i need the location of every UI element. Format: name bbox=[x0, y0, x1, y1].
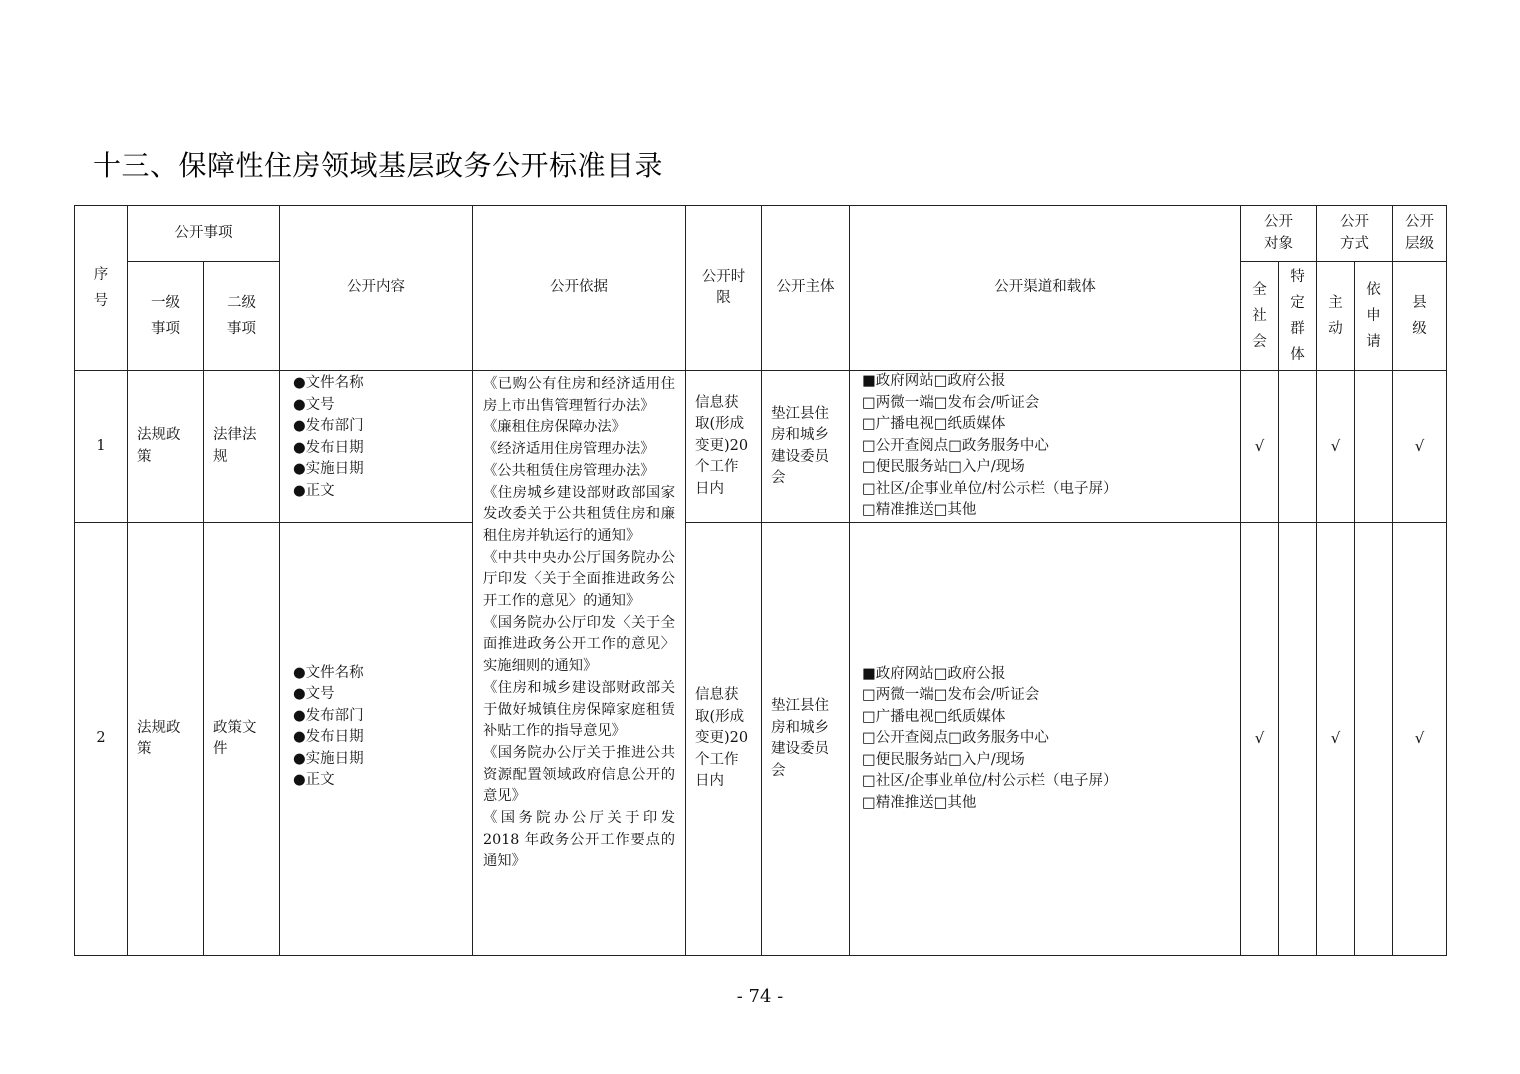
row-level1: 法规政 策 bbox=[128, 371, 204, 523]
row-method-active: √ bbox=[1317, 371, 1355, 523]
row-target-all: √ bbox=[1241, 523, 1279, 956]
basis-item: 《国务院办公厅印发〈关于全面推进政务公开工作的意见〉实施细则的通知》 bbox=[483, 614, 675, 675]
page-title: 十三、保障性住房领域基层政务公开标准目录 bbox=[93, 149, 664, 182]
basis-item: 《公共租赁住房管理办法》 bbox=[483, 462, 655, 479]
header-target-group: 特 定 群 体 bbox=[1279, 262, 1317, 371]
table-row bbox=[75, 523, 1447, 956]
header-row-1 bbox=[75, 206, 1447, 262]
basis-item: 《廉租住房保障办法》 bbox=[483, 419, 626, 436]
row-level2: 法律法 规 bbox=[204, 371, 280, 523]
row-seq: 1 bbox=[75, 371, 128, 523]
basis-item: 《住房城乡建设部财政部国家发改委关于公共租赁住房和廉租住房并轨运行的通知》 bbox=[483, 484, 675, 544]
row-level-county: √ bbox=[1393, 523, 1447, 956]
header-level: 公开 层级 bbox=[1393, 206, 1447, 262]
row-channel: ■政府网站□政府公报 □两微一端□发布会/听证会 □广播电视□纸质媒体 □公开查阅点□政务服务中心 □便民服务站□入户/现场 □社区/企事业单位/村公示栏（电子屏） □精准推送□其他 bbox=[850, 371, 1241, 523]
header-method-apply: 依 申 请 bbox=[1355, 262, 1393, 371]
row-target-group bbox=[1279, 371, 1317, 523]
header-level-county: 县 级 bbox=[1393, 262, 1447, 371]
row-time-limit: 信息获 取(形成 变更)20 个工作 日内 bbox=[686, 523, 762, 956]
header-level1: 一级 事项 bbox=[128, 262, 204, 371]
row-method-apply bbox=[1355, 371, 1393, 523]
header-target-all: 全 社 会 bbox=[1241, 262, 1279, 371]
row-method-apply bbox=[1355, 523, 1393, 956]
row-level-county: √ bbox=[1393, 371, 1447, 523]
header-items: 公开事项 bbox=[128, 206, 280, 262]
basis-item: 《经济适用住房管理办法》 bbox=[483, 441, 655, 458]
row-content: ●文件名称 ●文号 ●发布部门 ●发布日期 ●实施日期 ●正文 bbox=[280, 523, 473, 956]
header-target: 公开 对象 bbox=[1241, 206, 1317, 262]
basis-cell bbox=[473, 371, 686, 956]
basis-item: 《国务院办公厅关于印发2018 年政务公开工作要点的通知》 bbox=[483, 810, 675, 870]
row-seq: 2 bbox=[75, 523, 128, 956]
header-method: 公开 方式 bbox=[1317, 206, 1393, 262]
header-seq: 序 号 bbox=[75, 206, 128, 371]
header-method-active: 主 动 bbox=[1317, 262, 1355, 371]
row-method-active: √ bbox=[1317, 523, 1355, 956]
row-level2: 政策文 件 bbox=[204, 523, 280, 956]
basis-item: 《已购公有住房和经济适用住房上市出售管理暂行办法》 bbox=[483, 376, 675, 414]
row-time-limit: 信息获 取(形成 变更)20 个工作 日内 bbox=[686, 371, 762, 523]
row-subject: 垫江县住 房和城乡 建设委员 会 bbox=[762, 371, 850, 523]
catalog-table bbox=[74, 205, 1447, 956]
header-basis: 公开依据 bbox=[473, 206, 686, 371]
row-target-group bbox=[1279, 523, 1317, 956]
header-content: 公开内容 bbox=[280, 206, 473, 371]
page-number: - 74 - bbox=[736, 986, 784, 1007]
header-level2: 二级 事项 bbox=[204, 262, 280, 371]
row-content: ●文件名称 ●文号 ●发布部门 ●发布日期 ●实施日期 ●正文 bbox=[280, 371, 473, 523]
row-level1: 法规政 策 bbox=[128, 523, 204, 956]
row-subject: 垫江县住 房和城乡 建设委员 会 bbox=[762, 523, 850, 956]
basis-item: 《国务院办公厅关于推进公共资源配置领域政府信息公开的意见》 bbox=[483, 744, 675, 805]
row-channel: ■政府网站□政府公报 □两微一端□发布会/听证会 □广播电视□纸质媒体 □公开查阅点□政务服务中心 □便民服务站□入户/现场 □社区/企事业单位/村公示栏（电子屏） □精准推送□其他 bbox=[850, 523, 1241, 956]
header-time-limit: 公开时 限 bbox=[686, 206, 762, 371]
basis-item: 《中共中央办公厅国务院办公厅印发〈关于全面推进政务公开工作的意见〉的通知》 bbox=[483, 549, 675, 610]
header-channel: 公开渠道和载体 bbox=[850, 206, 1241, 371]
basis-item: 《住房和城乡建设部财政部关于做好城镇住房保障家庭租赁补贴工作的指导意见》 bbox=[483, 679, 675, 740]
table-row bbox=[75, 371, 1447, 523]
row-target-all: √ bbox=[1241, 371, 1279, 523]
header-subject: 公开主体 bbox=[762, 206, 850, 371]
